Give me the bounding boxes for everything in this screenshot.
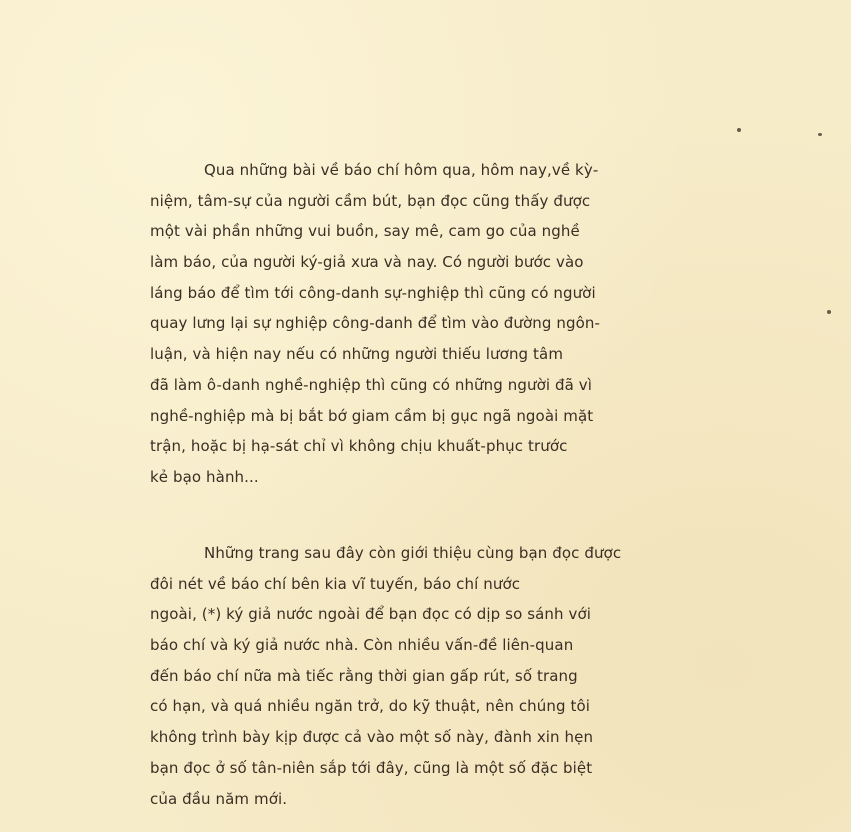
paragraph-line: bạn đọc ở số tân-niên sắp tới đây, cũng là một số đặc biệt [150,758,593,777]
paragraph-line: của đầu năm mới. [150,789,288,808]
paragraph-line: ngoài, (*) ký giả nước ngoài để bạn đọc có dịp so sánh với [150,605,592,624]
paragraph-line: trận, hoặc bị hạ-sát chỉ vì không chịu khuất-phục trước [150,437,568,456]
paper-speck [827,310,831,314]
paragraph-line: đã làm ô-danh nghề-nghiệp thì cũng có những người đã vì [150,375,593,394]
paragraph-line: làm báo, của người ký-giả xưa và nay. Có người bước vào [150,253,584,272]
paragraph-1 [150,155,690,493]
paragraph-line: kẻ bạo hành... [150,467,259,486]
paragraph-line: Những trang sau đây còn giới thiệu cùng bạn đọc được [204,544,622,562]
paragraph-line: không trình bày kịp được cả vào một số này, đành xin hẹn [150,728,594,747]
paragraph-line: có hạn, và quá nhiều ngăn trở, do kỹ thuật, nên chúng tôi [150,697,590,716]
paper-speck [737,128,741,132]
paragraph-line: niệm, tâm-sự của người cầm bút, bạn đọc cũng thấy được [150,191,591,210]
paragraph-line: báo chí và ký giả nước nhà. Còn nhiều vấn-đề liên-quan [150,636,574,655]
paragraph-line: một vài phần những vui buồn, say mê, cam go của nghề [150,222,580,241]
paragraph-line: Qua những bài về báo chí hôm qua, hôm nay,về kỳ- [204,161,599,179]
paragraph-line: đôi nét về báo chí bên kia vĩ tuyến, báo chí nước [150,574,521,593]
paragraph-2 [150,538,690,814]
paragraph-line: láng báo để tìm tới công-danh sự-nghiệp thì cũng có người [150,283,596,302]
paragraph-line: đến báo chí nữa mà tiếc rằng thời gian gấp rút, số trang [150,666,578,685]
paragraph-line: nghề-nghiệp mà bị bắt bớ giam cầm bị gục ngã ngoài mặt [150,406,594,425]
paragraph-line: luận, và hiện nay nếu có những người thiếu lương tâm [150,345,564,364]
paragraph-line: quay lưng lại sự nghiệp công-danh để tìm vào đường ngôn- [150,314,600,333]
paper-speck [818,133,822,136]
